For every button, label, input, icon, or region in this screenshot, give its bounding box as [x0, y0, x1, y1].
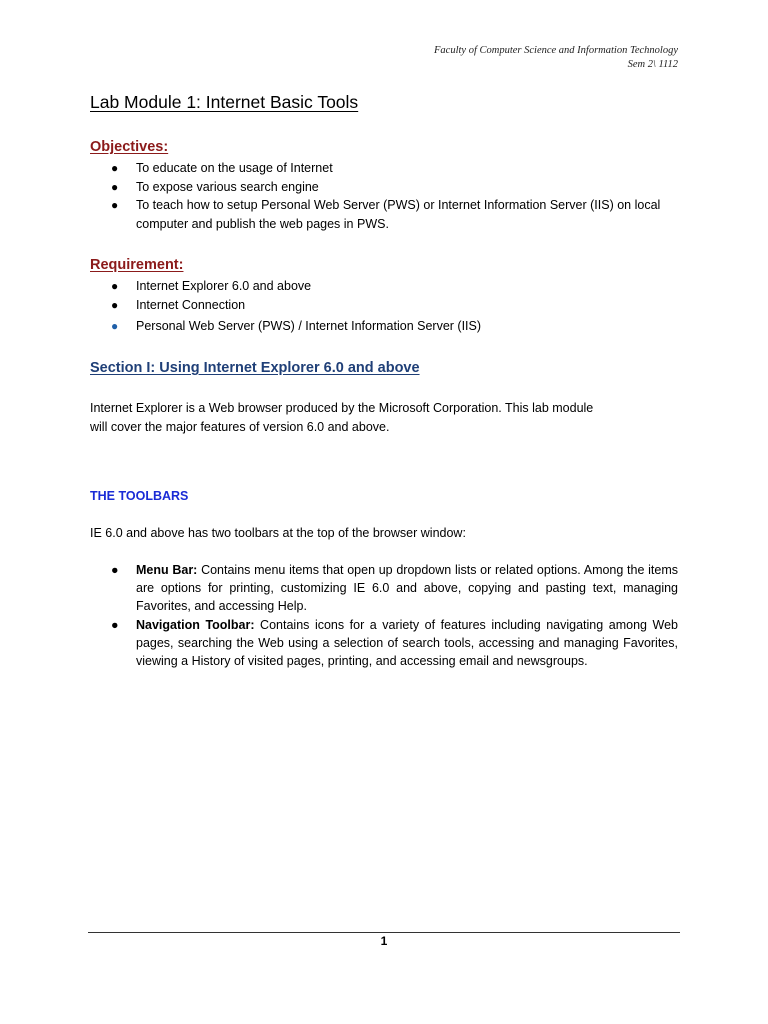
requirement-list	[110, 277, 680, 336]
bullet-icon: ●	[111, 198, 119, 212]
list-item: ● Personal Web Server (PWS) / Internet Information Server (IIS)	[110, 317, 680, 336]
menu-bar-description: Contains menu items that open up dropdown lists or related options. Among the items are options for printing, customizing IE 6.0 and above, copying and pasting text, managing Favorites, and accessing Help.	[136, 563, 678, 614]
list-item: ● To expose various search engine	[110, 178, 680, 197]
page-title: Lab Module 1: Internet Basic Tools	[90, 92, 359, 112]
term-menu-bar: Menu Bar:	[136, 563, 198, 577]
page-number: 1	[380, 934, 388, 948]
objectives-heading: Objectives:	[90, 139, 169, 155]
bullet-icon: ●	[111, 161, 119, 175]
term-navigation-toolbar: Navigation Toolbar:	[136, 617, 255, 632]
list-item	[110, 561, 678, 616]
section-heading: Section I: Using Internet Explorer 6.0 and above	[90, 360, 420, 376]
requirement-heading: Requirement:	[90, 257, 184, 273]
list-item: ● Internet Explorer 6.0 and above	[110, 277, 680, 296]
bullet-icon: ●	[111, 179, 119, 194]
navigation-toolbar-description: Contains icons for a variety of features including navigating among Web pages, searching the Web using a selection of search tools, accessing and managing Favorites, viewing a History of visited pages, printing, and accessing email and newsgroups.	[136, 617, 678, 669]
bullet-icon: ●	[111, 319, 119, 333]
document-header	[434, 44, 678, 72]
section-intro: Internet Explorer is a Web browser produced by the Microsoft Corporation. This lab module will cover the major features of version 6.0 and above.	[90, 401, 594, 434]
bullet-icon: ●	[111, 563, 119, 577]
header-semester: Sem 2\ 1112	[627, 59, 678, 70]
bullet-icon: ●	[111, 297, 119, 312]
bullet-icon: ●	[111, 617, 119, 632]
list-item: ● To teach how to setup Personal Web Server (PWS) or Internet Information Server (IIS) on local computer and publish the web pages in PWS.	[111, 198, 661, 231]
toolbars-list	[110, 561, 678, 670]
list-item: ● To educate on the usage of Internet	[110, 159, 680, 178]
list-item: ● Internet Connection	[110, 296, 680, 315]
toolbars-intro: IE 6.0 and above has two toolbars at the top of the browser window:	[90, 526, 466, 540]
toolbars-heading: THE TOOLBARS	[90, 489, 189, 503]
footer-divider	[88, 932, 680, 933]
list-item	[110, 616, 678, 671]
bullet-icon: ●	[111, 279, 119, 293]
objectives-list	[110, 159, 680, 233]
header-faculty: Faculty of Computer Science and Information Technology	[434, 45, 678, 56]
